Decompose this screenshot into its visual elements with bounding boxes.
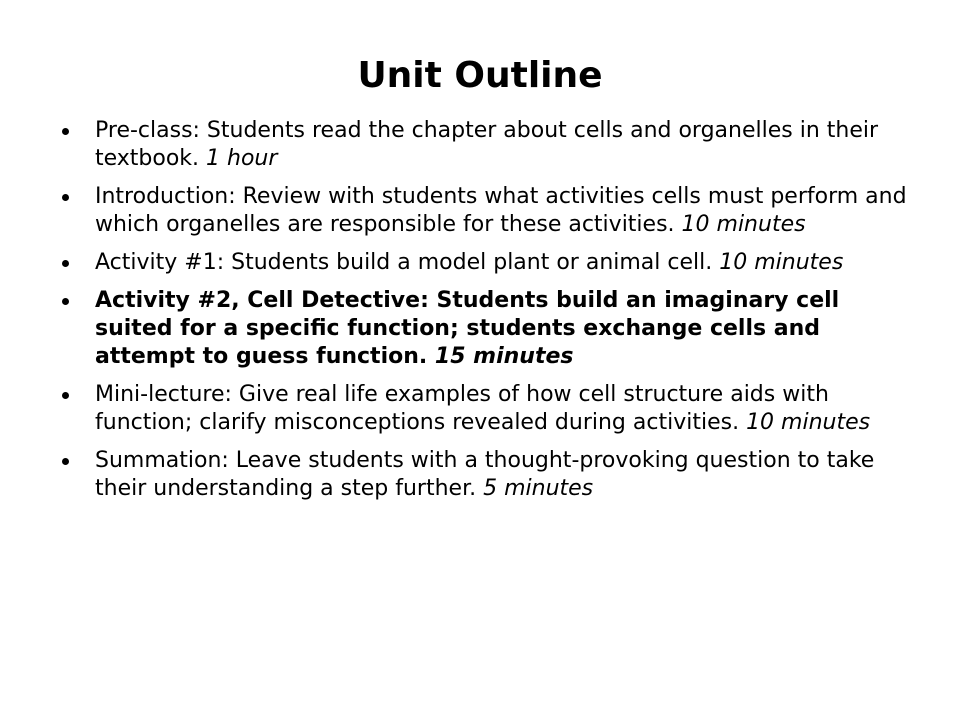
list-item-mini-lecture xyxy=(62,381,912,437)
item-text: Mini-lecture: Give real life examples of how cell structure aids with function; clarify misconceptions revealed during activities. xyxy=(95,382,829,435)
item-duration: 5 minutes xyxy=(483,476,594,501)
bullet-icon xyxy=(62,298,69,305)
list-item-pre-class xyxy=(62,117,912,173)
item-duration: 10 minutes xyxy=(719,250,844,275)
list-item-introduction xyxy=(62,183,912,239)
item-text: Summation: Leave students with a thought-provoking question to take their understanding a step further. xyxy=(95,448,875,501)
list-item-summation xyxy=(62,447,912,503)
bullet-icon xyxy=(62,392,69,399)
bullet-icon xyxy=(62,128,69,135)
item-text: Activity #1: Students build a model plant or animal cell. xyxy=(95,250,720,275)
item-duration: 10 minutes xyxy=(746,410,871,435)
list-item-activity-2 xyxy=(62,287,912,371)
unit-outline-list xyxy=(62,117,912,513)
slide-title: Unit Outline xyxy=(357,55,603,96)
bullet-icon xyxy=(62,194,69,201)
list-item-activity-1 xyxy=(62,249,912,277)
item-duration: 10 minutes xyxy=(681,212,806,237)
item-duration: 15 minutes xyxy=(434,344,574,369)
item-duration: 1 hour xyxy=(206,146,278,171)
item-text: Activity #2, Cell Detective: Students build an imaginary cell suited for a specific function; students exchange cells and attempt to guess function. xyxy=(95,288,840,369)
item-text: Introduction: Review with students what activities cells must perform and which organelles are responsible for these activities. xyxy=(95,184,907,237)
bullet-icon xyxy=(62,458,69,465)
bullet-icon xyxy=(62,260,69,267)
item-text: Pre-class: Students read the chapter about cells and organelles in their textbook. xyxy=(95,118,879,171)
